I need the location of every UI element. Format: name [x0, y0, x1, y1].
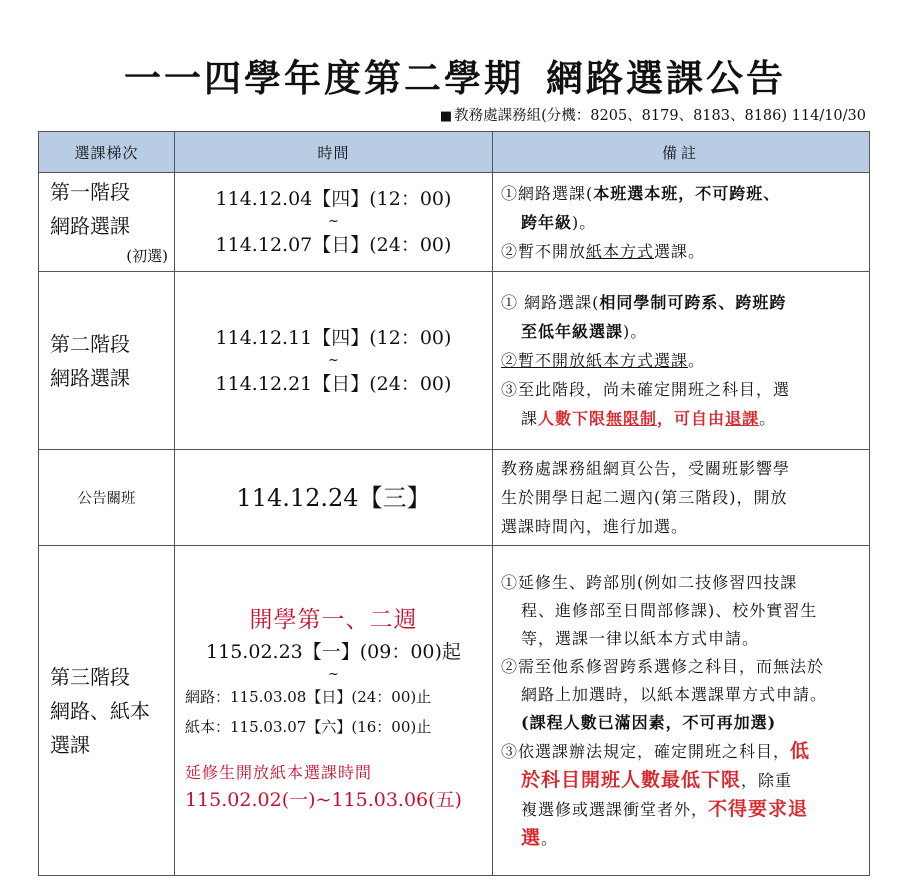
office-contact-text: 教務處課務組(分機：8205、8179、8183、8186) 114/10/30 [454, 108, 866, 124]
note-item-1: ①網路選課(本班選本班，不可跨班、 [501, 183, 781, 203]
note-item-1-cont: 程、進修部至日間部修課)、校外實習生 [521, 600, 818, 620]
time-start: 115.02.23【一】(09：00)起 [206, 641, 461, 663]
note-cell [493, 272, 870, 450]
table-header-row [39, 132, 870, 173]
paper-deadline: 紙本：115.03.07【六】(16：00)止 [185, 718, 432, 736]
header-stage: 選課梯次 [39, 132, 175, 173]
header-time: 時間 [175, 132, 493, 173]
time-range-tilde: ~ [328, 214, 339, 229]
time-end: 114.12.21【日】(24：00) [215, 372, 452, 395]
semester-week-label: 開學第一、二週 [249, 607, 418, 633]
time-cell [175, 450, 493, 546]
note-line: 生於開學日起二週內(第三階段)，開放 [501, 488, 788, 507]
note-item-2: ②暫不開放紙本方式選課。 [501, 351, 706, 370]
note-item-2-cont: (課程人數已滿因素，不可再加選) [521, 712, 777, 732]
square-bullet-icon: ■ [439, 109, 453, 124]
time-range-tilde: ~ [328, 667, 339, 682]
table-row-stage-2 [39, 272, 870, 450]
time-cell [175, 546, 493, 876]
table-row-stage-3 [39, 546, 870, 876]
stage-cell [39, 272, 175, 450]
note-item-3: ③至此階段，尚未確定開班之科目，選 [501, 380, 791, 399]
stage-name: 第一階段 [50, 180, 130, 204]
note-item-1-cont: 等，選課一律以紙本方式申請。 [521, 628, 760, 648]
title-part-2: 網路選課公告 [546, 57, 786, 100]
stage-name: 第二階段 [50, 331, 130, 356]
note-item-2-cont: 網路上加選時，以紙本選課單方式申請。 [521, 684, 828, 704]
stage-cell [39, 173, 175, 272]
stage-method: 網路選課 [50, 365, 130, 390]
extended-student-label: 延修生開放紙本選課時間 [185, 763, 373, 782]
note-item-3-cont: 選。 [521, 826, 559, 849]
note-item-1: ①延修生、跨部別(例如二技修習四技課 [501, 572, 798, 592]
note-item-2: ②需至他系修習跨系選修之科目，而無法於 [501, 656, 825, 676]
table-row-stage-1 [39, 173, 870, 272]
stage-cell [39, 546, 175, 876]
note-cell [493, 173, 870, 272]
page-title [0, 48, 910, 102]
extended-student-range: 115.02.02(一)~115.03.06(五) [185, 789, 462, 811]
note-item-3: ③依選課辦法規定，確定開班之科目，低 [501, 739, 811, 762]
stage-method-cont: 選課 [50, 732, 90, 757]
note-item-3-cont: 複選修或選課衝堂者外，不得要求退 [521, 797, 809, 820]
notice-date: 114.12.24【三】 [236, 483, 431, 512]
stage-method: 網路、紙本 [50, 698, 150, 723]
title-part-1: 一一四學年度第二學期 [124, 57, 524, 100]
time-end: 114.12.07【日】(24：00) [215, 234, 452, 256]
schedule-table [38, 131, 870, 876]
time-cell [175, 272, 493, 450]
note-cell [493, 546, 870, 876]
note-item-3-cont: 於科目開班人數最低下限，除重 [521, 768, 793, 791]
office-contact-line [440, 104, 866, 125]
header-note: 備註 [493, 132, 870, 173]
note-item-1: ① 網路選課(相同學制可跨系、跨班跨 [501, 293, 787, 312]
stage-method: 網路選課 [50, 214, 130, 238]
note-item-2: ②暫不開放紙本方式選課。 [501, 241, 706, 261]
table-row-close-notice [39, 450, 870, 546]
time-cell [175, 173, 493, 272]
note-item-1-cont: 至低年級選課)。 [521, 322, 648, 341]
time-start: 114.12.04【四】(12：00) [215, 188, 452, 210]
note-line: 選課時間內，進行加選。 [501, 517, 689, 536]
note-cell [493, 450, 870, 546]
online-deadline: 網路：115.03.08【日】(24：00)止 [185, 688, 432, 706]
note-line: 教務處課務組網頁公告，受關班影響學 [501, 459, 791, 478]
stage-subtitle: (初選) [126, 247, 168, 265]
time-start: 114.12.11【四】(12：00) [215, 326, 452, 349]
time-range-tilde: ~ [328, 352, 339, 368]
note-item-1-cont: 跨年級)。 [521, 212, 597, 232]
note-item-3-cont: 課人數下限無限制，可自由退課。 [521, 409, 777, 428]
stage-name: 第三階段 [50, 664, 130, 689]
stage-cell: 公告關班 [39, 450, 175, 546]
